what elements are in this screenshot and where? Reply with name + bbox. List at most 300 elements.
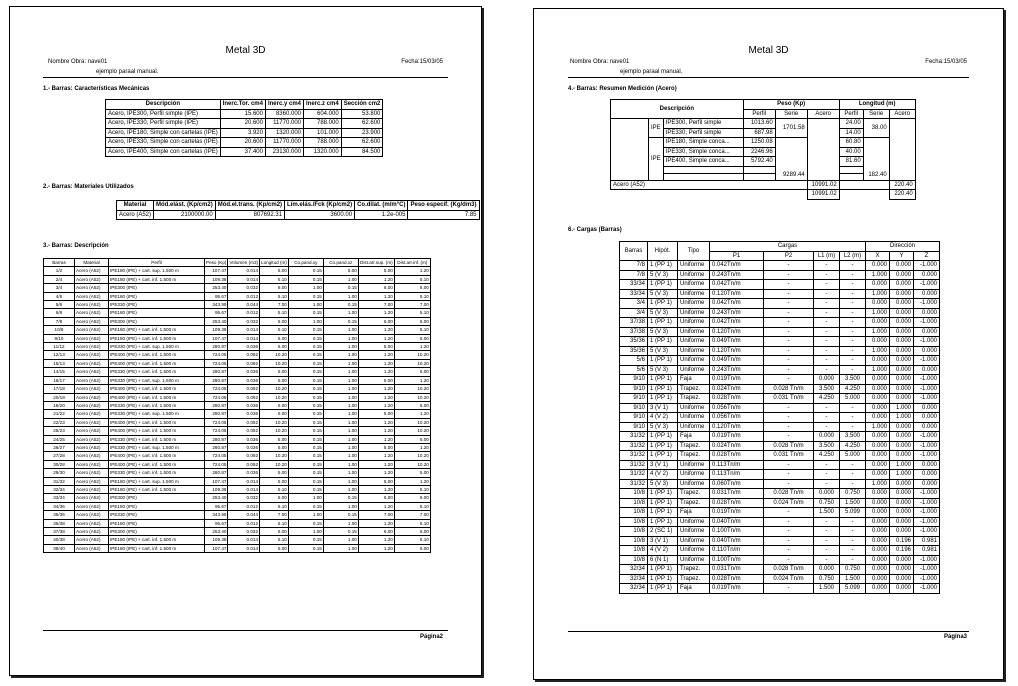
table-cell: IPE300 (IPE)	[109, 284, 205, 292]
table-cell: 0.019Tn/m	[710, 508, 764, 518]
table-row	[620, 508, 940, 518]
table-cell: 84.500	[341, 147, 383, 157]
table-row	[44, 275, 431, 283]
profile-weight: 1250.08	[743, 138, 775, 148]
table-cell: 0.120Tn/m	[710, 327, 764, 337]
table-row	[620, 413, 940, 423]
table-cell: -1.000	[914, 280, 940, 290]
table-cell: IPE180 (IPE) + cart. inf. 1.500 m	[109, 544, 205, 552]
table-cell: 1.20	[358, 393, 394, 401]
table-cell: 10.20	[394, 427, 430, 435]
table-row	[620, 261, 940, 271]
table-cell: -1.000	[914, 432, 940, 442]
table-cell: 5.00	[394, 368, 430, 376]
table-cell: 0.000	[914, 479, 940, 489]
table-cell: 3.500	[840, 432, 866, 442]
table-row	[44, 334, 431, 342]
profile-desc: IPE400, Simple conca...	[663, 157, 743, 167]
table-cell: -	[764, 422, 814, 432]
table-cell: -	[814, 346, 840, 356]
table-cell: 10.20	[394, 351, 430, 359]
table-cell: 0.019Tn/m	[710, 584, 764, 594]
table-cell: -	[840, 413, 866, 423]
profile-desc: IPE330, Perfil simple	[663, 128, 743, 138]
table-cell: Uniforme	[678, 337, 710, 347]
table-cell: 0.000	[890, 318, 914, 328]
table-cell: Acero, IPE330, Perfil simple (IPE)	[106, 119, 221, 129]
table-cell: 0.000	[866, 261, 890, 271]
table-cell: -1.000	[914, 555, 940, 565]
table-cell: 0.15	[288, 443, 323, 451]
col-header: P1	[710, 251, 764, 261]
table-cell: 109.38	[205, 275, 228, 283]
table-cell: 253.40	[205, 284, 228, 292]
profile-length: 60.80	[839, 138, 863, 148]
series-length: 182.40	[863, 138, 889, 181]
table-cell: 724.05	[205, 385, 228, 393]
table-cell: 6.00	[358, 284, 394, 292]
table-cell: 0.750	[814, 498, 840, 508]
table-cell: 2 (SC 1)	[648, 527, 678, 537]
table-row	[620, 394, 940, 404]
table-cell: 343.99	[205, 511, 228, 519]
table-row	[620, 299, 940, 309]
table-cell: 1.00	[323, 485, 358, 493]
table-cell: IPE400 (IPE) + cart. inf. 1.500 m	[109, 359, 205, 367]
table-cell: 14/15	[44, 368, 75, 376]
table-cell: 6.00	[394, 317, 430, 325]
table-cell: 0.014	[228, 544, 260, 552]
table-cell: IPE330 (IPE)	[109, 511, 205, 519]
table-cell: 1.00	[323, 343, 358, 351]
table-cell: 0.000	[866, 489, 890, 499]
table-row	[611, 180, 916, 190]
table-cell: 0.15	[288, 376, 323, 384]
table-row	[620, 479, 940, 489]
table-cell: 0.024 Tn/m	[764, 498, 814, 508]
table-cell: 0.15	[288, 519, 323, 527]
table-cell: Trapez.	[678, 441, 710, 451]
table-cell: 724.05	[205, 452, 228, 460]
table-cell: 0.196	[890, 546, 914, 556]
table-row	[620, 517, 940, 527]
table-row	[44, 435, 431, 443]
table-cell: Acero (A52)	[75, 410, 109, 418]
table-cell: 5.00	[323, 267, 358, 275]
table-cell: -	[764, 432, 814, 442]
table-cell: IPE330 (IPE) + cart. sup. 1.500 m	[109, 410, 205, 418]
table-cell: -1.000	[914, 356, 940, 366]
table-cell: 0.000	[890, 555, 914, 565]
table-cell: Acero (A52)	[75, 536, 109, 544]
table-cell: -	[840, 318, 866, 328]
table-cell: 6.00	[260, 494, 289, 502]
table-cell: 0.092	[228, 393, 260, 401]
table-cell: Uniforme	[678, 413, 710, 423]
table-cell: 10.20	[260, 460, 289, 468]
table-cell: 6.00	[260, 528, 289, 536]
table-cell: 5.00	[260, 435, 289, 443]
table-cell: 31/32	[620, 432, 648, 442]
table-cell: Trapez.	[678, 565, 710, 575]
table-cell: Acero (A52)	[75, 376, 109, 384]
table-cell: 0.000	[866, 384, 890, 394]
table-cell: 37.400	[220, 147, 265, 157]
table-cell: 22/23	[44, 418, 75, 426]
table-row	[44, 536, 431, 544]
table-cell: 10/8	[620, 508, 648, 518]
table-cell: -	[764, 318, 814, 328]
col-header-peso-perfil: Perfil	[743, 109, 775, 119]
table-cell: Acero, IPE400, Simple con cartelas (IPE)	[106, 147, 221, 157]
table-cell: 5 (V 3)	[648, 270, 678, 280]
table-row	[620, 574, 940, 584]
table-cell: 1.000	[866, 270, 890, 280]
table-cell: Acero (A52)	[75, 359, 109, 367]
table-cell: -	[764, 470, 814, 480]
table-cell: 0.000	[890, 308, 914, 318]
table-cell: Acero (A52)	[75, 443, 109, 451]
table-cell: 5 (V 3)	[648, 479, 678, 489]
table-cell: -	[764, 337, 814, 347]
header-rule	[568, 77, 969, 78]
table-cell: 1.20	[358, 275, 394, 283]
table-cell: 5.000	[840, 451, 866, 461]
col-header: P2	[764, 251, 814, 261]
col-header: Peso específ. (Kg/dm3)	[408, 201, 479, 211]
table-row	[620, 280, 940, 290]
table-cell: 1.000	[890, 413, 914, 423]
col-header: Inerc.z cm4	[304, 100, 342, 110]
table-cell: IPE330 (IPE) + cart. sup. 1.500 m	[109, 376, 205, 384]
table-cell: 0.000	[814, 489, 840, 499]
table-cell: 5.00	[358, 443, 394, 451]
table-cell: 0.15	[288, 326, 323, 334]
table-cell: Acero (A52)	[75, 502, 109, 510]
table-cell: 0.15	[288, 385, 323, 393]
table-cell: -1.000	[914, 517, 940, 527]
table-cell: 788.000	[304, 119, 342, 129]
table-row	[44, 494, 431, 502]
table-cell: 0.15	[323, 511, 358, 519]
table-cell: 1.000	[866, 289, 890, 299]
col-header: L2 (m)	[840, 251, 866, 261]
table-cell: 0.060Tn/m	[710, 479, 764, 489]
table-cell: 253.40	[205, 494, 228, 502]
table-cell: 0.000	[890, 574, 914, 584]
project-name	[570, 58, 629, 66]
table-cell: 9/10	[44, 334, 75, 342]
table-cell: 280.87	[205, 343, 228, 351]
table-cell: 5 (V 3)	[648, 422, 678, 432]
table-cell: 23.900	[341, 128, 383, 138]
table-cell: 9/10	[620, 394, 648, 404]
table-cell: IPE330 (IPE) + cart. inf. 1.500 m	[109, 435, 205, 443]
table-cell: 5 (V 3)	[648, 346, 678, 356]
table-cell: 0.000	[890, 489, 914, 499]
table-cell: 62.600	[341, 138, 383, 148]
materials-table	[116, 200, 480, 220]
table-cell: 0.000	[890, 375, 914, 385]
project-name-value: nave01	[609, 59, 630, 65]
table-cell: Faja	[678, 432, 710, 442]
table-cell: IPE330 (IPE) + cart. sup. 1.500 m	[109, 443, 205, 451]
table-cell: -	[764, 261, 814, 271]
table-cell: 807692.31	[215, 210, 284, 220]
table-cell: 6.00	[358, 494, 394, 502]
table-cell: 4 (V 2)	[648, 546, 678, 556]
table-cell: -	[840, 261, 866, 271]
table-cell: 1.500	[814, 584, 840, 594]
table-cell: 0.000	[866, 517, 890, 527]
table-cell: 1 (PP 1)	[648, 489, 678, 499]
table-cell: 0.000	[866, 574, 890, 584]
table-cell: 1.20	[358, 292, 394, 300]
table-cell: 5.10	[394, 536, 430, 544]
mechanical-properties-table	[105, 99, 383, 157]
table-cell: 7.00	[260, 511, 289, 519]
table-cell: 5.10	[260, 519, 289, 527]
table-cell: Acero (A52)	[75, 435, 109, 443]
table-cell: -	[814, 365, 840, 375]
table-cell: Acero (A52)	[75, 393, 109, 401]
table-cell: -	[814, 413, 840, 423]
table-cell: 5.00	[260, 410, 289, 418]
table-cell: -	[814, 337, 840, 347]
table-cell: 0.000	[866, 536, 890, 546]
table-row	[620, 289, 940, 299]
table-cell: 0.032	[228, 494, 260, 502]
table-cell: -1.000	[914, 261, 940, 271]
table-cell: 1.2e-005	[355, 210, 408, 220]
table-cell: 109.38	[205, 485, 228, 493]
table-cell: 30/28	[44, 460, 75, 468]
table-cell: 1.20	[358, 452, 394, 460]
table-cell: 1.00	[288, 301, 323, 309]
table-cell: 0.000	[890, 527, 914, 537]
table-cell: IPE330 (IPE) + cart. inf. 1.500 m	[109, 401, 205, 409]
table-cell: 10/8	[620, 489, 648, 499]
total-row	[611, 190, 916, 200]
table-cell: 1.20	[358, 469, 394, 477]
table-cell: 1.20	[358, 334, 394, 342]
table-cell: 7.00	[394, 511, 430, 519]
table-cell: 32/34	[620, 565, 648, 575]
table-cell: IPE330 (IPE) + cart. sup. 1.500 m	[109, 343, 205, 351]
table-cell: 1 (PP 1)	[648, 441, 678, 451]
table-cell: 0.049Tn/m	[710, 337, 764, 347]
table-cell: 1.00	[323, 536, 358, 544]
table-cell: Acero (A52)	[75, 460, 109, 468]
table-cell: 5.10	[394, 326, 430, 334]
table-cell: 0.15	[288, 469, 323, 477]
table-cell: 15.600	[220, 109, 265, 119]
table-cell: 0.15	[288, 309, 323, 317]
table-cell: 10.20	[260, 427, 289, 435]
page-title: Metal 3D	[225, 45, 266, 56]
table-row	[44, 427, 431, 435]
table-cell: 0.000	[866, 375, 890, 385]
table-cell: 1.20	[358, 435, 394, 443]
table-cell: 0.028 Tn/m	[764, 489, 814, 499]
table-cell: 0.012	[228, 309, 260, 317]
table-row	[44, 418, 431, 426]
table-cell: Acero (A52)	[75, 309, 109, 317]
table-cell: -	[840, 403, 866, 413]
col-header: Z	[914, 251, 940, 261]
table-cell: 0.044	[228, 511, 260, 519]
table-cell: 0.000	[890, 584, 914, 594]
table-cell: 6.00	[394, 528, 430, 536]
table-cell: Acero (A52)	[75, 477, 109, 485]
table-cell: 5.10	[394, 519, 430, 527]
table-cell: 1.500	[840, 498, 866, 508]
table-cell: IPE330 (IPE)	[109, 301, 205, 309]
table-row	[44, 301, 431, 309]
table-row	[44, 485, 431, 493]
table-cell: 1.20	[358, 401, 394, 409]
table-row	[44, 443, 431, 451]
table-cell: Acero (A52)	[75, 292, 109, 300]
table-cell: 33/34	[44, 494, 75, 502]
table-cell: -	[764, 546, 814, 556]
table-cell: 0.113Tn/m	[710, 470, 764, 480]
table-cell: 0.000	[866, 546, 890, 556]
table-cell: 5/6	[620, 356, 648, 366]
table-cell: 26/27	[44, 443, 75, 451]
profile-weight: 1013.60	[743, 119, 775, 129]
table-cell: 1.00	[323, 334, 358, 342]
profile-weight: 5792.40	[743, 157, 775, 167]
table-cell: 0.000	[914, 460, 940, 470]
table-cell: 31/32	[620, 460, 648, 470]
table-cell: Uniforme	[678, 470, 710, 480]
table-cell: 0.014	[228, 267, 260, 275]
table-cell: 24/25	[44, 435, 75, 443]
table-cell: 11770.000	[265, 119, 303, 129]
table-cell: Uniforme	[678, 299, 710, 309]
table-cell: 0.15	[323, 284, 358, 292]
table-cell: 15/13	[44, 359, 75, 367]
table-cell: 17/18	[44, 385, 75, 393]
table-cell: 3.500	[814, 441, 840, 451]
table-cell: 9/10	[620, 413, 648, 423]
table-cell: 0.000	[866, 565, 890, 575]
table-cell: 0.032	[228, 284, 260, 292]
col-header-longitud: Longitud (m)	[839, 100, 915, 110]
table-cell: 1.20	[394, 343, 430, 351]
project-subtitle: ejemplo paraal manual.	[96, 69, 159, 75]
table-cell: Uniforme	[678, 517, 710, 527]
table-cell: 107.47	[205, 267, 228, 275]
table-row	[620, 498, 940, 508]
series-weight: 1701.58	[775, 119, 807, 138]
table-cell: 0.15	[288, 267, 323, 275]
table-cell: 5.10	[394, 485, 430, 493]
table-cell: 3 (V 1)	[648, 460, 678, 470]
col-header: Inerc.Tor. cm4	[220, 100, 265, 110]
table-cell: -	[764, 308, 814, 318]
table-cell: 1.00	[323, 435, 358, 443]
table-cell: 1.00	[323, 385, 358, 393]
table-cell: Uniforme	[678, 479, 710, 489]
table-cell: 0.036	[228, 368, 260, 376]
table-row	[44, 343, 431, 351]
table-cell: 0.15	[288, 343, 323, 351]
table-cell: 0.000	[866, 318, 890, 328]
table-cell: Uniforme	[678, 546, 710, 556]
table-cell: 280.87	[205, 435, 228, 443]
table-cell: Uniforme	[678, 270, 710, 280]
table-row	[620, 308, 940, 318]
col-header: Co.pand.xy	[288, 259, 323, 267]
table-cell: -	[764, 403, 814, 413]
table-cell: 7.00	[260, 301, 289, 309]
table-cell: 10/8	[620, 527, 648, 537]
table-cell: 0.000	[866, 527, 890, 537]
table-row	[44, 452, 431, 460]
table-cell: 253.40	[205, 528, 228, 536]
table-cell: 8360.000	[265, 109, 303, 119]
table-cell: Acero (A52)	[75, 485, 109, 493]
table-cell: 7.85	[408, 210, 479, 220]
table-cell: IPE330 (IPE) + cart. inf. 1.500 m	[109, 469, 205, 477]
table-cell: 0.031Tn/m	[710, 489, 764, 499]
table-cell: 1.20	[358, 536, 394, 544]
total-weight: 10991.02	[807, 190, 839, 200]
table-cell: 0.000	[890, 365, 914, 375]
project-name-value: nave01	[87, 59, 108, 65]
table-cell: 0.110Tn/m	[710, 546, 764, 556]
col-header: Dist.arr.sup. (m)	[360, 260, 393, 265]
table-cell: 33/34	[620, 289, 648, 299]
table-cell: 0.000	[890, 299, 914, 309]
table-row	[44, 469, 431, 477]
table-cell: Uniforme	[678, 289, 710, 299]
table-cell: 3/4	[620, 308, 648, 318]
col-header: Barras	[44, 259, 75, 267]
table-row	[620, 584, 940, 594]
table-row	[620, 441, 940, 451]
table-cell: 25/23	[44, 427, 75, 435]
table-cell: 0.000	[890, 346, 914, 356]
table-cell: 0.750	[840, 489, 866, 499]
table-cell: Acero, IPE180, Simple con cartelas (IPE)	[106, 128, 221, 138]
table-cell: 0.000	[890, 394, 914, 404]
table-cell: 31/32	[620, 470, 648, 480]
table-cell: Acero, IPE300, Perfil simple (IPE)	[106, 109, 221, 119]
table-cell: Acero (A52)	[75, 511, 109, 519]
table-cell: Acero (A52)	[75, 452, 109, 460]
page-number: Página3	[943, 634, 967, 640]
table-cell: 0.040Tn/m	[710, 536, 764, 546]
table-row	[611, 138, 916, 148]
table-cell: 0.042Tn/m	[710, 318, 764, 328]
table-cell: 1.20	[358, 326, 394, 334]
section-3-title: 3.- Barras: Descripción	[43, 243, 109, 249]
table-cell: Acero (A52)	[75, 326, 109, 334]
table-cell: 109.38	[205, 536, 228, 544]
table-cell: 0.012	[228, 292, 260, 300]
table-cell: 35/36	[620, 337, 648, 347]
table-cell: 0.000	[914, 346, 940, 356]
table-row	[44, 460, 431, 468]
table-cell: 9/10	[620, 422, 648, 432]
table-cell: 1.000	[866, 327, 890, 337]
table-cell: 0.113Tn/m	[710, 460, 764, 470]
table-cell: 1 (PP 1)	[648, 384, 678, 394]
table-cell: Uniforme	[678, 308, 710, 318]
